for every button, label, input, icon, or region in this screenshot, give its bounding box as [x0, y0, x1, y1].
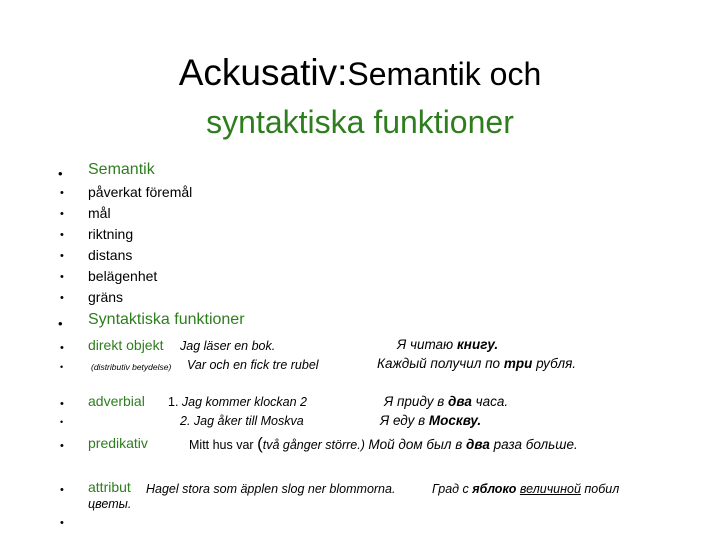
attribut-example-ru: Град с яблоко величиной побил [432, 482, 620, 496]
syntax-heading: Syntaktiska funktioner [88, 311, 245, 328]
bullet: • [60, 292, 64, 304]
bullet: • [60, 229, 64, 241]
direkt-objekt-label: direkt objekt [88, 337, 164, 353]
bullet: • [60, 342, 64, 354]
slide-title-line1 [0, 50, 720, 97]
adverbial-example2-ru: Я еду в Москву. [380, 413, 482, 428]
adverbial-example1-ru: Я приду в два часа. [384, 394, 509, 409]
attribut-example-ru-line2: цветы. [88, 497, 132, 511]
bullet: • [60, 440, 64, 452]
adverbial-example2-sv: 2. Jag åker till Moskva [180, 414, 304, 428]
slide-title-line2: syntaktiska funktioner [206, 104, 514, 140]
semantik-item: påverkat föremål [88, 184, 193, 200]
bullet: • [60, 398, 64, 410]
direkt-objekt-example-ru: Я читаю книгу. [397, 337, 499, 352]
bullet: • [58, 316, 63, 331]
bullet: • [60, 208, 64, 220]
bullet: • [60, 362, 64, 372]
distributiv-label: (distributiv betydelse) [91, 362, 172, 372]
adverbial-example1-sv: 1. Jag kommer klockan 2 [168, 395, 307, 409]
predikativ-example: Mitt hus var (två gånger större.) Мой дом был в два раза больше. [189, 434, 578, 453]
bullet: • [60, 517, 64, 529]
predikativ-label: predikativ [88, 435, 148, 451]
bullet: • [60, 417, 64, 427]
semantik-item: riktning [88, 226, 134, 242]
title-och: och [489, 56, 542, 92]
semantik-item: belägenhet [88, 268, 158, 284]
semantik-item: mål [88, 205, 111, 221]
semantik-heading: Semantik [88, 161, 155, 178]
title-semantik: Semantik [347, 56, 481, 92]
attribut-label: attribut [88, 479, 131, 495]
title-ackusativ: Ackusativ: [178, 52, 348, 93]
bullet: • [60, 187, 64, 199]
distributiv-example-ru: Каждый получил по три рубля. [377, 356, 577, 371]
semantik-item: distans [88, 247, 133, 263]
direkt-objekt-example-sv: Jag läser en bok. [180, 339, 276, 353]
distributiv-example-sv: Var och en fick tre rubel [187, 358, 319, 372]
adverbial-label: adverbial [88, 393, 145, 409]
bullet: • [60, 484, 64, 496]
bullet: • [58, 166, 63, 181]
bullet: • [60, 271, 64, 283]
attribut-example-sv: Hagel stora som äpplen slog ner blommorna. [146, 482, 396, 496]
semantik-item: gräns [88, 289, 124, 305]
bullet: • [60, 250, 64, 262]
